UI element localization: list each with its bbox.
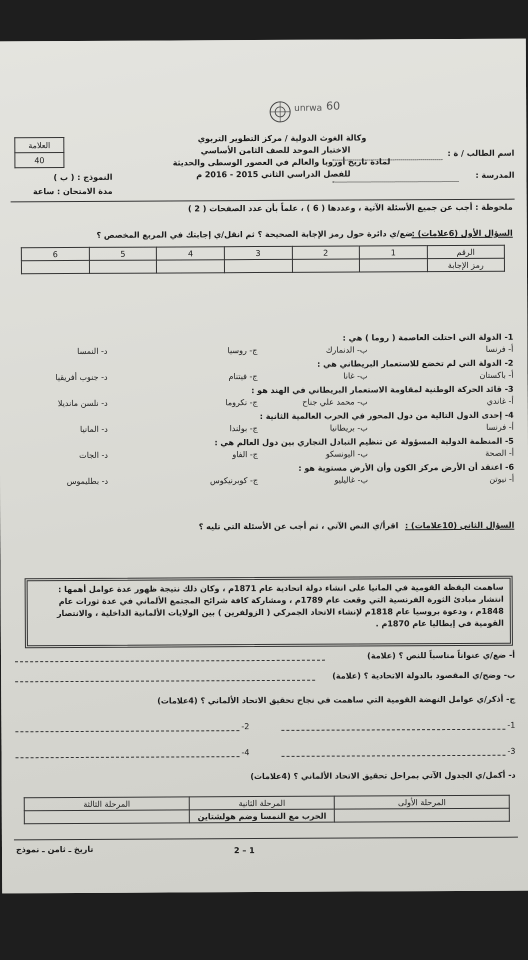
q1-item-3-opt-a[interactable]: أ- غاندي	[486, 396, 514, 406]
grid-header-1: 1	[359, 246, 427, 259]
answer-cell-6[interactable]	[21, 260, 89, 273]
stage-3-cell[interactable]	[24, 810, 189, 824]
q1-item-1-stem: 1- الدولة التي احتلت العاصمة ( روما ) هي :	[342, 332, 514, 343]
stage-1-header: المرحلة الأولى	[335, 795, 510, 809]
exam-title: الاختبار الموحد للصف الثامن الأساسي	[200, 145, 351, 156]
q1-item-6-opt-b[interactable]: ب- غاليليو	[334, 475, 369, 485]
answer-grid	[21, 245, 505, 275]
school-label: المدرسة :	[475, 170, 515, 180]
q2-part-d: د- أكمل/ي الجدول الآتي بمراحل تحقيق الاتحاد الألماني ؟ (4علامات)	[250, 770, 516, 782]
footer-course: تاريخ ـ ثامن ـ نموذج	[15, 844, 94, 855]
q1-item-4-opt-d[interactable]: د- المانيا	[79, 424, 108, 434]
q1-item-3-opt-b[interactable]: ب- محمد علي جناح	[302, 397, 368, 407]
header-divider	[11, 199, 515, 203]
passage-line-4: القومية في إيطاليا عام 1870م .	[375, 618, 504, 629]
agency-title: وكالة الغوث الدولية / مركز التطوير التربوي	[197, 133, 367, 144]
footer-divider	[14, 837, 518, 841]
q1-item-4-opt-c[interactable]: ج- بولندا	[229, 424, 258, 434]
grid-header-5: 5	[89, 247, 157, 260]
score-value: 40	[15, 153, 64, 168]
q1-item-5-opt-b[interactable]: ب- اليونسكو	[325, 449, 368, 459]
q2-c-num-4: -4	[241, 748, 250, 758]
logo-text: unrwa	[294, 103, 323, 114]
score-box	[14, 137, 64, 168]
q1-item-2-stem: 2- الدولة التي لم تخضع للاستعمار البريطاني هي :	[317, 358, 514, 369]
q1-item-6-opt-c[interactable]: ج- كوبرنيكوس	[209, 476, 259, 486]
answer-cell-3[interactable]	[224, 259, 292, 272]
grid-row-label: رمز الإجابة	[427, 258, 504, 271]
passage-line-3: 1848م ، ودعوة بروسيا عام 1818م لإنشاء الاتحاد الجمركي ( الزولفرين ) بين الولايات الألمانية الداخلية ، والانتصار	[56, 606, 504, 619]
q1-item-1-opt-b[interactable]: ب- الدنمارك	[325, 345, 368, 355]
stages-table	[24, 795, 510, 825]
q1-item-3-opt-c[interactable]: ج- نكروما	[225, 398, 258, 408]
q2-part-a-answer-line[interactable]	[15, 660, 325, 663]
q1-item-5-opt-a[interactable]: أ- الصحة	[485, 448, 514, 458]
q1-item-4-stem: 4- إحدى الدول التالية من دول المحور في الحرب العالمية الثانية :	[259, 410, 514, 422]
term-title: للفصل الدراسي الثاني 2015 - 2016 م	[196, 169, 351, 180]
q1-item-1-opt-d[interactable]: د- النمسا	[77, 346, 108, 356]
q2-title: السؤال الثاني (10علامات) :	[405, 520, 515, 531]
q2-part-b-answer-line[interactable]	[15, 680, 315, 683]
q2-c-answer-line-2[interactable]	[15, 730, 239, 732]
stage-1-cell[interactable]	[335, 808, 510, 822]
score-header: العلامة	[15, 138, 64, 153]
q1-item-6-opt-a[interactable]: أ- نيوتن	[489, 474, 515, 484]
q1-item-4-opt-b[interactable]: ب- بريطانيا	[329, 423, 368, 433]
answer-cell-2[interactable]	[292, 259, 360, 272]
grid-header-3: 3	[224, 246, 292, 259]
q2-c-answer-line-4[interactable]	[16, 756, 240, 758]
grid-header-4: 4	[157, 247, 225, 260]
q2-c-answer-line-3[interactable]	[282, 755, 506, 757]
q1-item-2-opt-b[interactable]: ب- غانا	[343, 371, 368, 381]
unrwa-logo	[268, 100, 348, 128]
reading-passage	[25, 576, 513, 649]
model-label: النموذج : ( ب )	[53, 172, 113, 183]
exam-paper	[0, 39, 528, 894]
subject-title: لمادة تاريخ أوروبا والعالم في العصور الوسطى والحديثة	[172, 157, 391, 168]
footer-page-number: 2 – 1	[233, 846, 255, 856]
q2-part-c: ج- أذكر/ي عوامل النهضة القومية التي ساهمت في نجاح تحقيق الاتحاد الألماني ؟ (4علامات)	[157, 694, 516, 706]
passage-line-2: انتشار مبادئ الثورة الفرنسية التي وقعت عام 1789م ، ومشاركة كافة شرائح المجتمع الألماني في عدة ثورات عام	[58, 594, 504, 607]
q2-part-a: أ- ضع/ي عنواناً مناسباً للنص ؟ (علامة)	[367, 650, 516, 661]
grid-header-number: الرقم	[427, 245, 504, 258]
q2-c-num-2: -2	[241, 722, 250, 732]
answer-cell-4[interactable]	[157, 260, 225, 273]
school-line	[333, 181, 459, 183]
q1-item-2-opt-c[interactable]: ج- فيتنام	[228, 372, 258, 382]
student-label: اسم الطالب / ة :	[447, 148, 515, 159]
q1-item-1-opt-c[interactable]: ج- روسيا	[227, 346, 258, 356]
passage-line-1: ساهمت اليقظة القومية في المانيا على انشاء دولة اتحادية عام 1871م ، وكان ذلك نتيجة ظهور عدة عوامل أهمها :	[58, 582, 504, 595]
q2-c-num-3: -3	[507, 746, 516, 756]
q1-item-3-opt-d[interactable]: د- نلسن مانديلا	[57, 398, 108, 409]
q1-item-2-opt-a[interactable]: أ- باكستان	[479, 370, 514, 380]
q1-instruction: ضع/ي دائرة حول رمز الإجابة الصحيحة ؟ ثم انقل/ي إجابتك في المربع المخصص ؟	[96, 229, 413, 240]
duration-label: مدة الامتحان : ساعة	[32, 186, 113, 197]
q1-item-5-stem: 5- المنظمة الدولية المسؤولة عن تنظيم التبادل التجاري بين دول العالم هي :	[214, 436, 514, 448]
q1-item-1-opt-a[interactable]: أ- فرنسا	[485, 344, 514, 354]
instructions-note: ملحوظة : أجب عن جميع الأسئلة الآتية ، وعددها ( 6 ) ، علماً بأن عدد الصفحات ( 2 )	[187, 202, 513, 214]
q1-item-3-stem: 3- قائد الحركة الوطنية لمقاومة الاستعمار البريطاني في الهند هو :	[251, 384, 514, 396]
q1-item-6-stem: 6- اعتقد أن الأرض مركز الكون وأن الأرض مستوية هو :	[298, 462, 515, 473]
answer-cell-5[interactable]	[89, 260, 157, 273]
grid-header-6: 6	[21, 247, 89, 260]
q1-title: السؤال الأول (6علامات) :	[411, 228, 513, 239]
q1-item-5-opt-c[interactable]: ج- الفاو	[232, 450, 258, 460]
answer-cell-1[interactable]	[360, 259, 428, 272]
q1-item-6-opt-d[interactable]: د- بطليموس	[66, 476, 109, 487]
stage-2-header: المرحلة الثانية	[189, 796, 335, 810]
logo-sub: 60	[326, 99, 341, 113]
q1-item-2-opt-d[interactable]: د- جنوب أفريقيا	[55, 372, 108, 383]
q2-instruction: اقرأ/ي النص الآتي ، ثم أجب عن الأسئلة التي تليه ؟	[198, 521, 399, 532]
stage-3-header: المرحلة الثالثة	[24, 797, 189, 811]
q1-item-4-opt-a[interactable]: أ- فرنسا	[486, 422, 514, 432]
grid-header-2: 2	[292, 246, 360, 259]
q2-part-b: ب- وضح/ي المقصود بالدولة الاتحادية ؟ (علامة)	[332, 670, 516, 681]
q2-c-num-1: -1	[507, 720, 516, 730]
stage-2-cell: الحرب مع النمسا وضم هولشتاين	[189, 809, 335, 823]
q2-c-answer-line-1[interactable]	[281, 729, 505, 731]
q1-item-5-opt-d[interactable]: د- الجات	[79, 450, 108, 460]
